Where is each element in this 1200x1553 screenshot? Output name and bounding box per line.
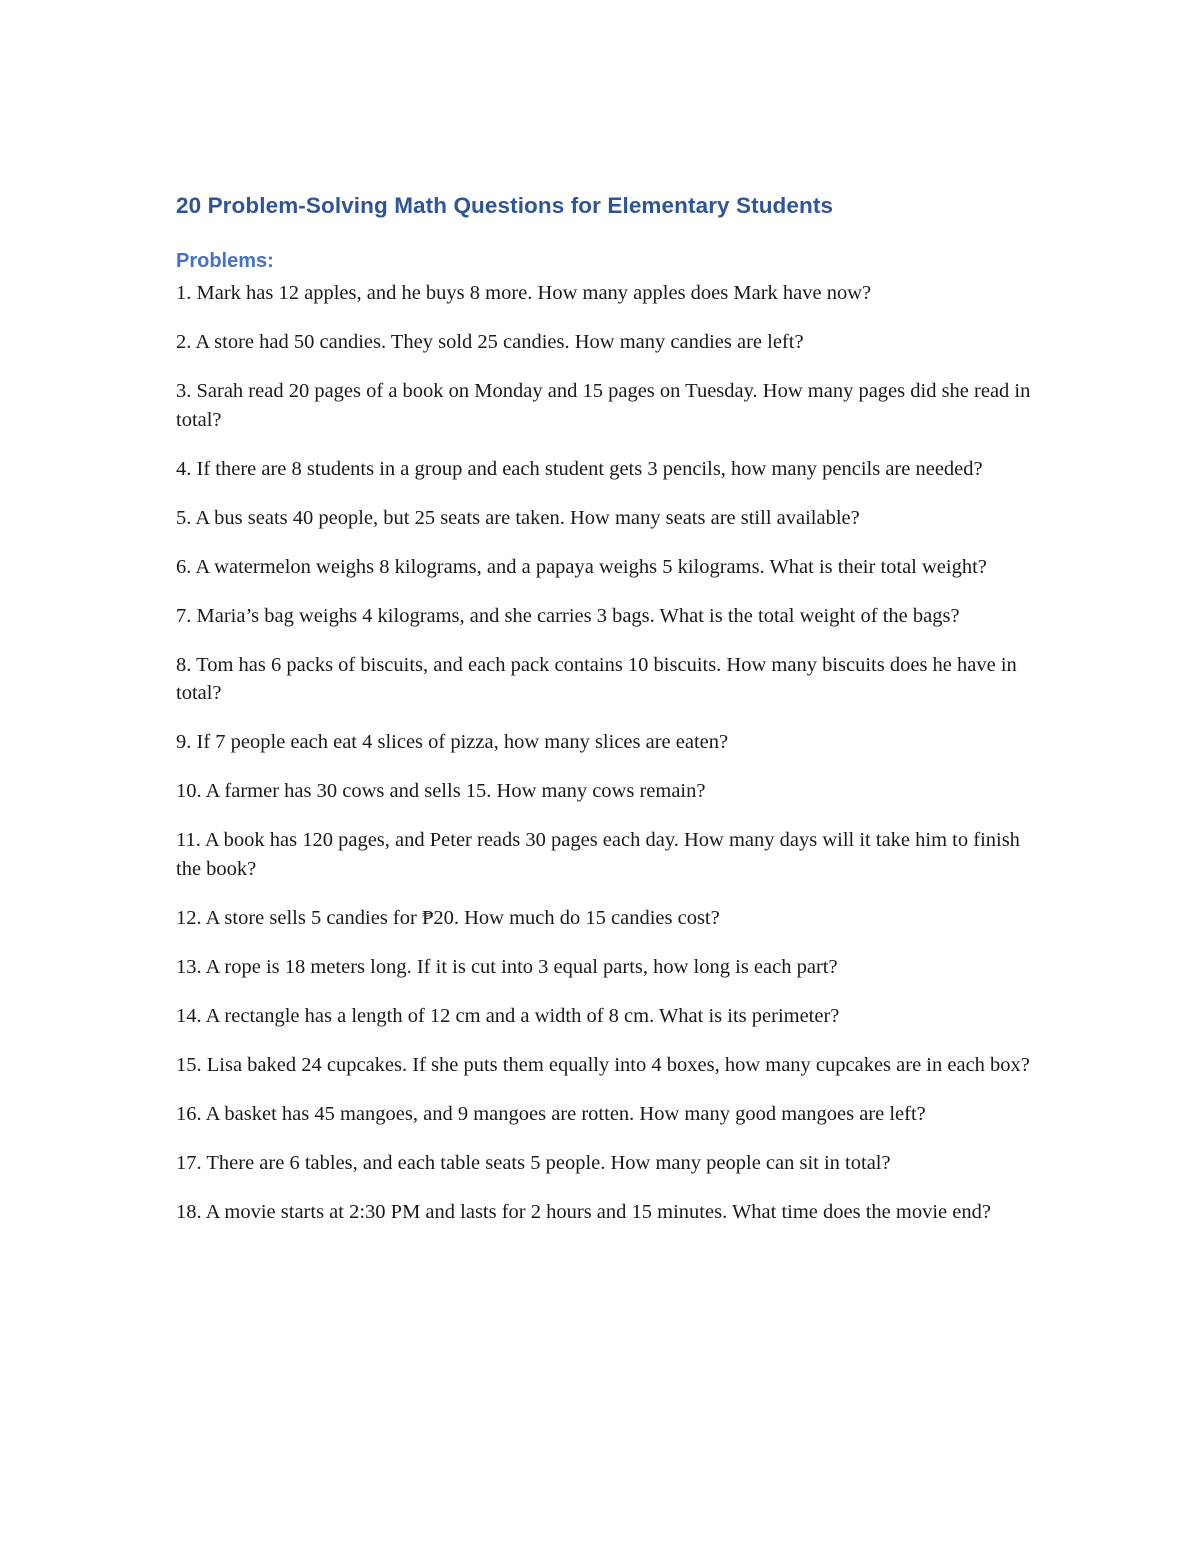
problem-item: 11. A book has 120 pages, and Peter reads 30 pages each day. How many days will it take him to finish the book?	[176, 829, 1020, 880]
document-title: 20 Problem-Solving Math Questions for Elementary Students	[176, 193, 834, 218]
document-body	[176, 191, 1036, 1247]
problem-item: 7. Maria’s bag weighs 4 kilograms, and she carries 3 bags. What is the total weight of the bags?	[176, 604, 960, 627]
problem-item: 17. There are 6 tables, and each table seats 5 people. How many people can sit in total?	[176, 1151, 891, 1174]
problem-item: 3. Sarah read 20 pages of a book on Monday and 15 pages on Tuesday. How many pages did she read in total?	[176, 380, 1031, 431]
problem-item: 2. A store had 50 candies. They sold 25 candies. How many candies are left?	[176, 331, 804, 353]
problem-list	[176, 279, 1036, 1226]
problem-item: 16. A basket has 45 mangoes, and 9 mangoes are rotten. How many good mangoes are left?	[176, 1102, 926, 1125]
problem-item: 13. A rope is 18 meters long. If it is cut into 3 equal parts, how long is each part?	[176, 955, 838, 978]
problem-item: 6. A watermelon weighs 8 kilograms, and a papaya weighs 5 kilograms. What is their total weight?	[176, 555, 987, 578]
problem-item: 14. A rectangle has a length of 12 cm and a width of 8 cm. What is its perimeter?	[176, 1004, 840, 1027]
problem-item: 15. Lisa baked 24 cupcakes. If she puts them equally into 4 boxes, how many cupcakes are in each box?	[176, 1053, 1030, 1076]
problem-item: 4. If there are 8 students in a group and each student gets 3 pencils, how many pencils are needed?	[176, 457, 983, 480]
problem-item: 5. A bus seats 40 people, but 25 seats are taken. How many seats are still available?	[176, 506, 860, 529]
problem-item: 9. If 7 people each eat 4 slices of pizza, how many slices are eaten?	[176, 731, 729, 753]
problem-item: 18. A movie starts at 2:30 PM and lasts for 2 hours and 15 minutes. What time does the movie end?	[176, 1200, 991, 1223]
problem-item: 8. Tom has 6 packs of biscuits, and each pack contains 10 biscuits. How many biscuits does he have in total?	[176, 653, 1017, 704]
problem-item: 1. Mark has 12 apples, and he buys 8 more. How many apples does Mark have now?	[176, 282, 872, 304]
problem-item: 10. A farmer has 30 cows and sells 15. How many cows remain?	[176, 780, 706, 802]
problems-heading: Problems:	[176, 250, 274, 272]
problem-item: 12. A store sells 5 candies for ₱20. How much do 15 candies cost?	[176, 906, 720, 929]
